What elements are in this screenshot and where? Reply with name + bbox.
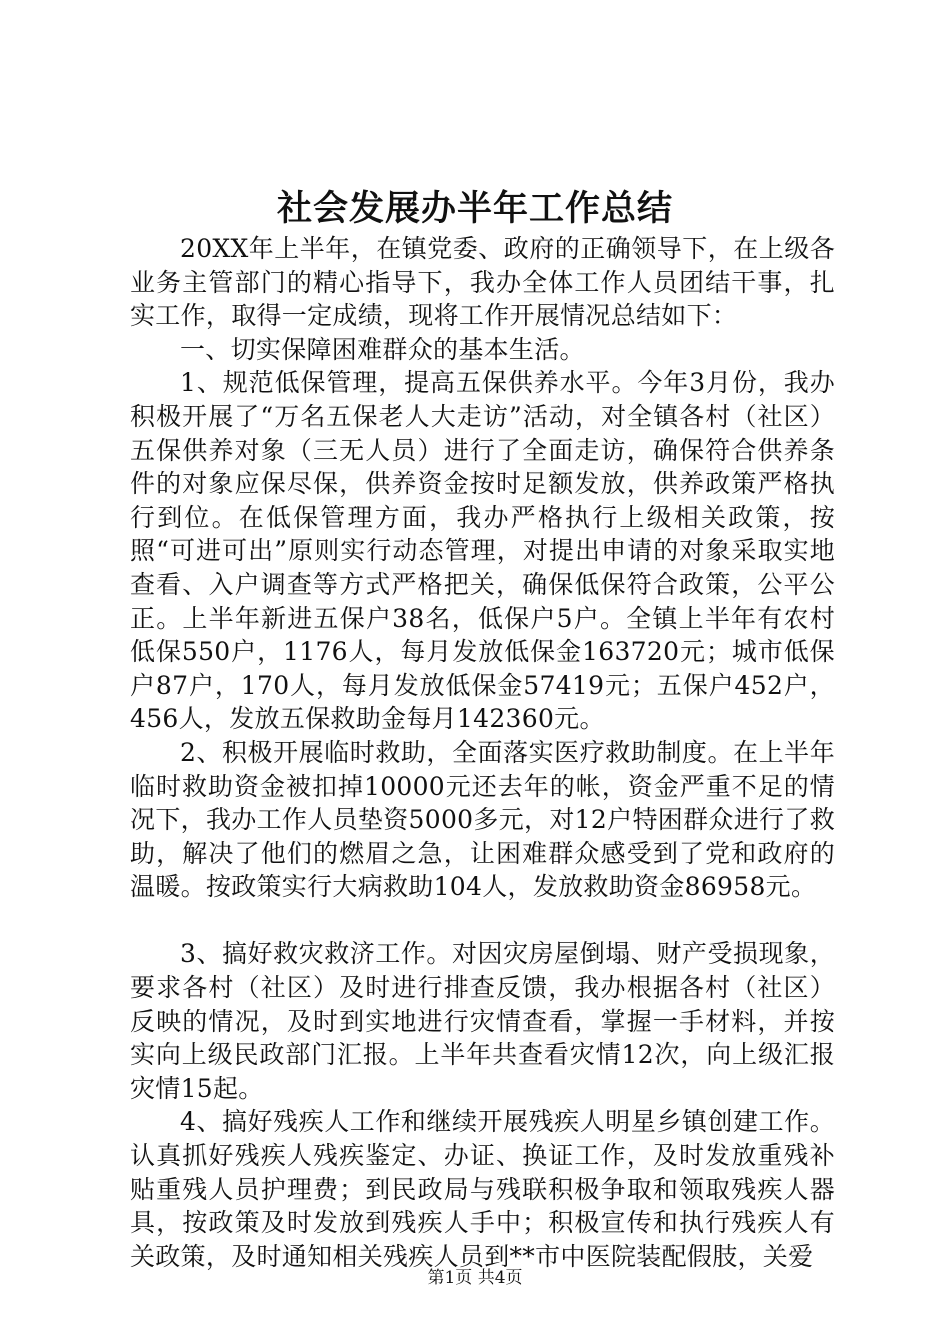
page-footer: 第1页 共4页 (427, 1268, 523, 1288)
item-3-paragraph: 3、搞好救灾救济工作。对因灾房屋倒塌、财产受损现象，要求各村（社区）及时进行排查反馈，我办根据各村（社区）反映的情况，及时到实地进行灾情查看，掌握一手材料，并按实向上级民政部门汇报。上半年共查看灾情12次，向上级汇报灾情15起。 (130, 939, 835, 1103)
item-1-paragraph: 1、规范低保管理，提高五保供养水平。今年3月份，我办积极开展了“万名五保老人大走访”活动，对全镇各村（社区）五保供养对象（三无人员）进行了全面走访，确保符合供养条件的对象应保尽保，供养资金按时足额发放，供养政策严格执行到位。在低保管理方面，我办严格执行上级相关政策，按照“可进可出”原则实行动态管理，对提出申请的对象采取实地查看、入户调查等方式严格把关，确保低保符合政策，公平公正。上半年新进五保户38名，低保户5户。全镇上半年有农村低保550户，1176人，每月发放低保金163720元；城市低保户87户，170人，每月发放低保金57419元；五保户452户，456人，发放五保救助金每月142360元。 (130, 368, 835, 734)
intro-paragraph: 20XX年上半年，在镇党委、政府的正确领导下，在上级各业务主管部门的精心指导下，我办全体工作人员团结干事，扎实工作，取得一定成绩，现将工作开展情况总结如下： (130, 234, 835, 331)
item-2-paragraph: 2、积极开展临时救助，全面落实医疗救助制度。在上半年临时救助资金被扣掉10000元还去年的帐，资金严重不足的情况下，我办工作人员垫资5000多元，对12户特困群众进行了救助，解决了他们的燃眉之急，让困难群众感受到了党和政府的温暖。按政策实行大病救助104人，发放救助资金86958元。 (130, 737, 835, 902)
item-4-paragraph: 4、搞好残疾人工作和继续开展残疾人明星乡镇创建工作。认真抓好残疾人残疾鉴定、办证、换证工作，及时发放重残补贴重残人员护理费；到民政局与残联积极争取和领取残疾人器具，按政策及时发放到残疾人手中；积极宣传和执行残疾人有关政策，及时通知相关残疾人员到**市中医院装配假肢，关爱 (130, 1107, 835, 1271)
document-title: 社会发展办半年工作总结 (276, 188, 673, 229)
section-heading: 一、切实保障困难群众的基本生活。 (180, 334, 585, 364)
document-body (130, 232, 835, 1273)
